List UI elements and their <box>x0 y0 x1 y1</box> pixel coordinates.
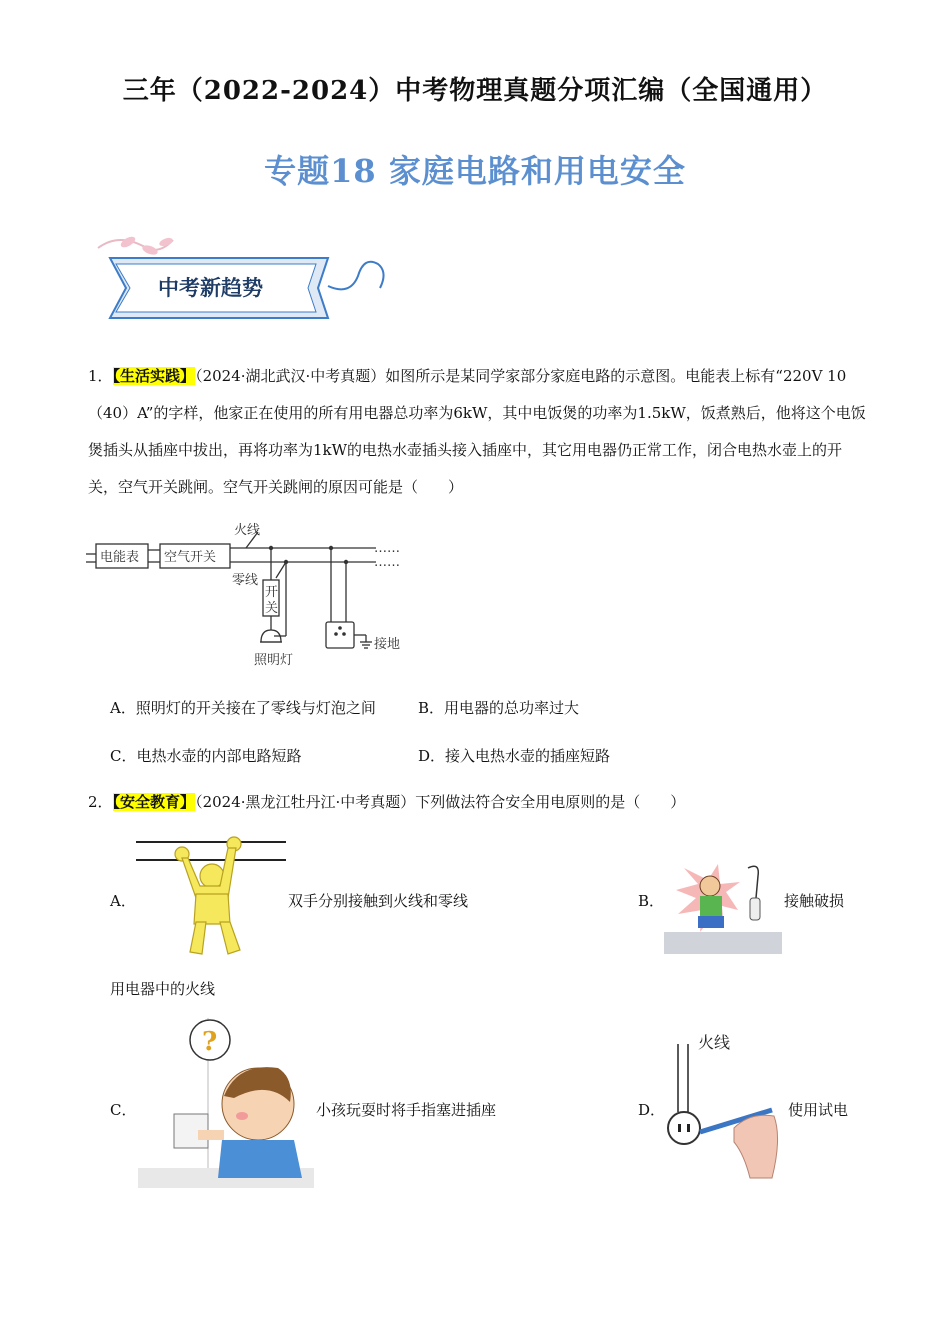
continuation-dots-bottom: …… <box>374 555 400 570</box>
q2-option-a-image <box>136 832 286 960</box>
document-title: 三年（2022-2024）中考物理真题分项汇编（全国通用） <box>122 76 828 106</box>
question-number: 2． <box>88 793 113 811</box>
circuit-wiring-icon <box>86 518 416 678</box>
q2-option-b-label: B． <box>638 892 665 910</box>
option-a: A．照明灯的开关接在了零线与灯泡之间 <box>110 699 376 717</box>
question-number: 1． <box>88 367 113 385</box>
q2-option-d-label: D． <box>638 1101 666 1119</box>
q2-option-c-image <box>138 1018 314 1188</box>
option-d: D．接入电热水壶的插座短路 <box>418 747 611 765</box>
circuit-diagram <box>86 518 416 678</box>
live-wire-label: 火线 <box>698 1033 731 1052</box>
switch-label-top: 开 <box>265 585 279 600</box>
section-banner <box>88 228 388 328</box>
switch-label-bottom: 关 <box>265 601 279 616</box>
q2-option-a-text: 双手分别接触到火线和零线 <box>288 892 469 910</box>
q2-option-b-image <box>664 858 782 954</box>
breaker-label: 空气开关 <box>164 550 217 565</box>
test-pen-icon <box>664 1028 786 1188</box>
meter-label: 电能表 <box>100 550 140 565</box>
banner-label: 中考新趋势 <box>158 276 263 300</box>
q2-option-c-label: C． <box>110 1101 137 1119</box>
q2-option-a-label: A． <box>110 892 136 910</box>
option-c: C．电热水壶的内部电路短路 <box>110 747 302 765</box>
ground-label: 接地 <box>374 637 401 652</box>
question-body: （2024·黑龙江牡丹江·中考真题）下列做法符合安全用电原则的是（ ） <box>195 793 686 811</box>
q2-option-d-image <box>664 1028 786 1188</box>
question-body: （2024·湖北武汉·中考真题）如图所示是某同学家部分家庭电路的示意图。电能表上标有“220V 10（40）A”的字样，他家正在使用的所有用电器总功率为6kW，其中电饭煲的功率为1.5kW，饭煮熟后，他将这个电饭煲插头从插座中拔出，再将功率为1kW的电热水壶插头接入插座中，其它用电器仍正常工作，闭合电热水壶上的开关，空气开关跳闸。空气开关跳闸的原因可能是（ ） <box>88 367 866 496</box>
lamp-label: 照明灯 <box>254 653 294 668</box>
question-tag: 【安全教育】 <box>112 793 196 811</box>
continuation-dots-top: …… <box>374 541 400 556</box>
question-mark-label: ? <box>202 1027 218 1057</box>
question-tag: 【生活实践】 <box>112 367 196 385</box>
person-touching-wires-icon <box>136 832 286 960</box>
electric-shock-icon <box>664 858 782 954</box>
q2-option-d-text: 使用试电 <box>788 1101 849 1119</box>
topic-title: 专题18 家庭电路和用电安全 <box>264 152 686 190</box>
q2-option-c-text: 小孩玩耍时将手指塞进插座 <box>316 1101 497 1119</box>
option-b: B．用电器的总功率过大 <box>418 699 580 717</box>
neutral-wire-label: 零线 <box>232 573 259 588</box>
q2-option-b-continued: 用电器中的火线 <box>110 980 216 998</box>
live-wire-label: 火线 <box>234 523 261 538</box>
question-1-text <box>88 358 868 506</box>
q2-option-b-text: 接触破损 <box>784 892 845 910</box>
question-2-text <box>88 784 868 821</box>
child-socket-icon <box>138 1018 314 1188</box>
